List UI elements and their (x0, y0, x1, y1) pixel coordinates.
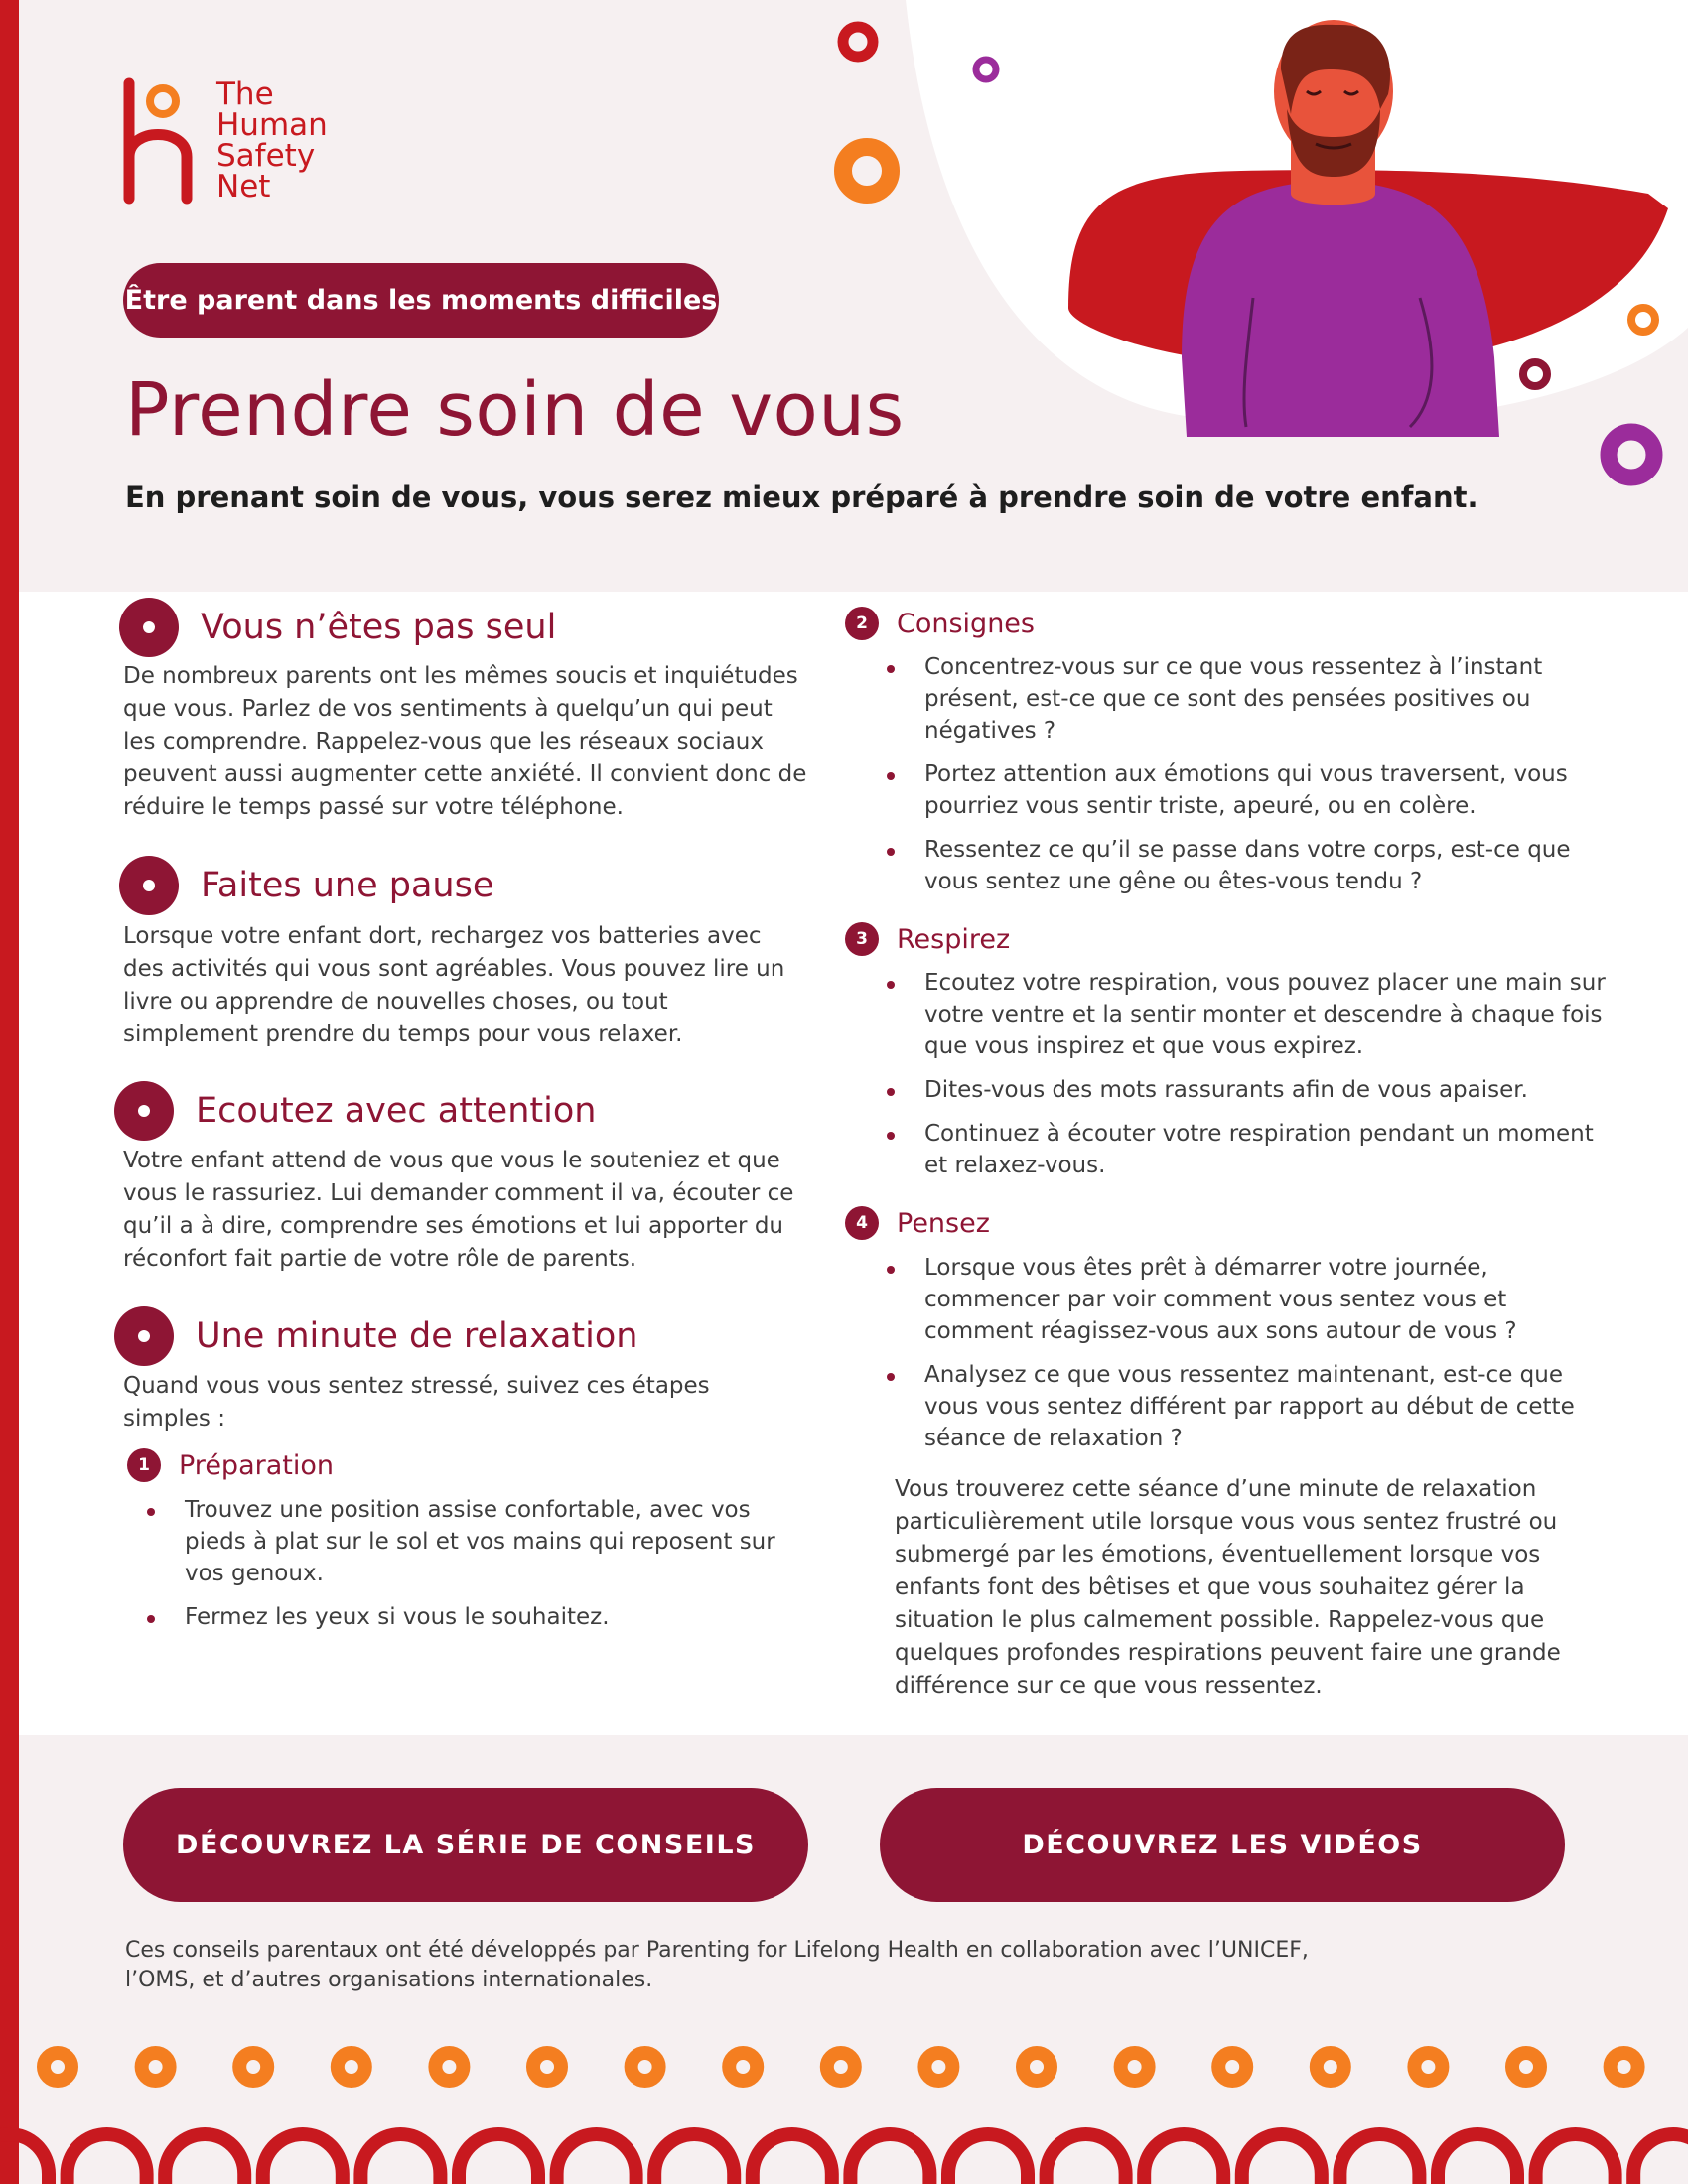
footer-arch-icon (360, 2134, 440, 2184)
footer-arch-icon (1536, 2134, 1616, 2184)
footer-ring-icon (1317, 2053, 1344, 2081)
footer-arch-icon (1339, 2134, 1419, 2184)
bullet-item: Ressentez ce qu’il se passe dans votre corps, est-ce que vous sentez une gêne ou êtes-vous tendu ? (885, 834, 1610, 897)
section-text-1: De nombreux parents ont les mêmes soucis et inquiétudes que vous. Parlez de vos sentiments à quelqu’un qui peut les comprendre. Rappelez-vous que les réseaux sociaux peuvent aussi augmenter cette anxiété. Il convient donc de réduire le temps passé sur votre téléphone. (123, 663, 807, 820)
section-heading-4 (114, 1306, 637, 1366)
bullet-item: Portez attention aux émotions qui vous traversent, vous pourriez vous sentir triste, apeuré, ou en colère. (885, 758, 1610, 822)
footer-note: Ces conseils parentaux ont été développés par Parenting for Lifelong Health en collaboration avec l’UNICEF, l’OMS, et d’autres organisations internationales. (125, 1938, 1309, 1992)
step-number-badge: 4 (845, 1206, 879, 1240)
footer-ring-icon (338, 2053, 365, 2081)
bullet-item: Continuez à écouter votre respiration pendant un moment et relaxez-vous. (885, 1118, 1610, 1181)
brand-logo-icon (121, 79, 211, 204)
page-title: Prendre soin de vous (125, 367, 905, 453)
footer-ring-icon (239, 2053, 267, 2081)
section-text-3: Votre enfant attend de vous que vous le souteniez et que vous le rassuriez. Lui demander comment il va, écouter ce qu’il a à dire, comprendre ses émotions et lui apporter du réconfort fait partie de votre rôle de parents. (123, 1148, 794, 1272)
footer-arch-icon (263, 2134, 343, 2184)
bullet-item: Analysez ce que vous ressentez maintenant, est-ce que vous vous sentez différent par rapport au début de cette séance de relaxation ? (885, 1359, 1610, 1454)
footer-ring-icon (924, 2053, 952, 2081)
brand-line-3: Safety (216, 138, 316, 174)
section-title: Faites une pause (201, 866, 494, 905)
footer-arch-icon (459, 2134, 538, 2184)
footer-ring-icon (1611, 2053, 1638, 2081)
brand-line-4: Net (216, 169, 271, 205)
section-circle-icon (114, 1081, 174, 1141)
footer-ring-icon (435, 2053, 463, 2081)
discover-videos-button[interactable]: DÉCOUVREZ LES VIDÉOS (880, 1788, 1565, 1902)
footer-ring-icon (827, 2053, 855, 2081)
step-bullets-1 (145, 1494, 810, 1645)
step-bullets-4 (885, 1252, 1610, 1466)
step-title: Préparation (179, 1449, 334, 1481)
closing-text: Vous trouverez cette séance d’une minute de relaxation particulièrement utile lorsque vous vous sentez frustré ou submergé par les émotions, éventuellement lorsque vos enfants font des bêtises et que vous souhaitez gérer la situation le plus calmement possible. Rappelez-vous que quelques profondes respirations peuvent faire une grande différence sur ce que vous ressentez. (895, 1476, 1561, 1699)
section-title: Une minute de relaxation (196, 1316, 638, 1356)
brand-name (216, 76, 328, 205)
brand-line-1: The (216, 76, 274, 112)
footer-arch-icon (1144, 2134, 1223, 2184)
bullet-item: Ecoutez votre respiration, vous pouvez placer une main sur votre ventre et la sentir monter et descendre à chaque fois que vous inspirez et que vous expirez. (885, 967, 1610, 1062)
section-text-2: Lorsque votre enfant dort, rechargez vos batteries avec des activités qui vous sont agréables. Vous pouvez lire un livre ou apprendre de nouvelles choses, ou tout simplement prendre du temps pour vous relaxer. (123, 923, 785, 1047)
footer-arch-icon (165, 2134, 244, 2184)
footer-arch-icon (557, 2134, 636, 2184)
bullet-item: Trouvez une position assise confortable, avec vos pieds à plat sur le sol et vos mains qui reposent sur vos genoux. (145, 1494, 810, 1589)
step-heading-2 (845, 607, 1035, 640)
step-bullets-2 (885, 651, 1610, 909)
section-circle-icon (119, 856, 179, 915)
footer-arch-icon (753, 2134, 832, 2184)
footer-ring-icon (729, 2053, 757, 2081)
bullet-item: Fermez les yeux si vous le souhaitez. (145, 1601, 810, 1633)
footer-ring-icon (1023, 2053, 1051, 2081)
footer-arch-icon (948, 2134, 1028, 2184)
section-title: Vous n’êtes pas seul (201, 608, 557, 647)
brand-line-2: Human (216, 107, 328, 143)
footer-ring-icon (1512, 2053, 1540, 2081)
footer-arch-icon (1633, 2134, 1688, 2184)
footer-arch-icon (850, 2134, 929, 2184)
footer-ring-icon (142, 2053, 170, 2081)
step-title: Pensez (897, 1207, 990, 1239)
bullet-item: Lorsque vous êtes prêt à démarrer votre journée, commencer par voir comment vous sentez vous et comment réagissez-vous aux sons autour de vous ? (885, 1252, 1610, 1347)
page-subtitle: En prenant soin de vous, vous serez mieux préparé à prendre soin de votre enfant. (125, 480, 1478, 514)
step-heading-1 (127, 1448, 334, 1482)
step-number-badge: 3 (845, 922, 879, 956)
step-number-badge: 2 (845, 607, 879, 640)
footer-pattern (0, 2025, 1688, 2184)
footer-ring-icon (632, 2053, 659, 2081)
footer-ring-icon (1218, 2053, 1246, 2081)
footer-ring-icon (533, 2053, 561, 2081)
footer-ring-icon (44, 2053, 71, 2081)
series-tag: Être parent dans les moments difficiles (123, 263, 719, 338)
section-title: Ecoutez avec attention (196, 1091, 597, 1131)
step-title: Consignes (897, 608, 1035, 639)
footer-ring-icon (1121, 2053, 1149, 2081)
section-circle-icon (114, 1306, 174, 1366)
bullet-item: Concentrez-vous sur ce que vous ressentez à l’instant présent, est-ce que ce sont des pensées positives ou négatives ? (885, 651, 1610, 747)
step-number-badge: 1 (127, 1448, 161, 1482)
step-title: Respirez (897, 923, 1011, 955)
step-bullets-3 (885, 967, 1610, 1193)
footer-arch-icon (1438, 2134, 1517, 2184)
footer-arch-icon (1242, 2134, 1322, 2184)
footer-arch-icon (1047, 2134, 1126, 2184)
footer-arch-icon (68, 2134, 147, 2184)
section-circle-icon (119, 598, 179, 657)
section-text-4: Quand vous vous sentez stressé, suivez ces étapes simples : (123, 1373, 710, 1432)
step-heading-4 (845, 1206, 990, 1240)
section-heading-3 (114, 1081, 596, 1141)
step-heading-3 (845, 922, 1010, 956)
section-heading-1 (119, 598, 556, 657)
discover-series-button[interactable]: DÉCOUVREZ LA SÉRIE DE CONSEILS (123, 1788, 808, 1902)
footer-arch-icon (0, 2134, 49, 2184)
bullet-item: Dites-vous des mots rassurants afin de vous apaiser. (885, 1074, 1610, 1106)
section-heading-2 (119, 856, 493, 915)
footer-arch-icon (654, 2134, 734, 2184)
footer-ring-icon (1414, 2053, 1442, 2081)
